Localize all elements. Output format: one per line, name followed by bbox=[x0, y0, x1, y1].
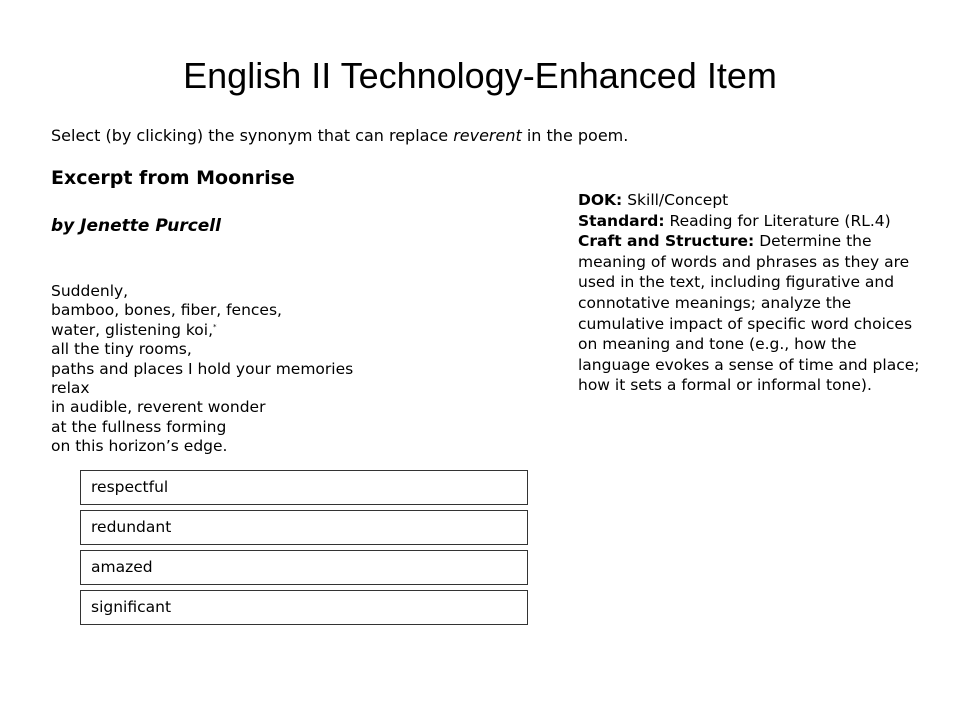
poem-line bbox=[51, 321, 353, 340]
poem-line: relax bbox=[51, 379, 90, 398]
instruction-after: in the poem. bbox=[521, 126, 629, 145]
excerpt-title: Excerpt from Moonrise bbox=[51, 167, 295, 189]
poem-line: bamboo, bones, fiber, fences, bbox=[51, 301, 282, 320]
choice-significant[interactable]: significant bbox=[80, 590, 528, 625]
instruction-text bbox=[51, 126, 628, 146]
poem bbox=[51, 282, 353, 457]
standards-panel bbox=[578, 190, 923, 396]
poem-line: on this horizon’s edge. bbox=[51, 437, 228, 456]
craft-line bbox=[578, 231, 923, 396]
standard-label: Standard: bbox=[578, 211, 665, 230]
poem-line: all the tiny rooms, bbox=[51, 340, 192, 359]
standard-value: Reading for Literature (RL.4) bbox=[664, 211, 891, 230]
poem-line-text: water, glistening koi, bbox=[51, 320, 214, 339]
dok-value: Skill/Concept bbox=[622, 191, 729, 209]
instruction-before: Select (by clicking) the synonym that can replace bbox=[51, 126, 454, 145]
poem-line: Suddenly, bbox=[51, 282, 129, 300]
choice-respectful[interactable]: respectful bbox=[80, 470, 528, 505]
excerpt-byline: by Jenette Purcell bbox=[51, 216, 221, 236]
answer-choices bbox=[80, 470, 528, 630]
dok-line bbox=[578, 190, 923, 211]
poem-line: at the fullness forming bbox=[51, 417, 227, 436]
instruction-emphasis: reverent bbox=[453, 126, 522, 145]
footnote-marker: * bbox=[213, 322, 217, 331]
poem-line: paths and places I hold your memories bbox=[51, 359, 354, 378]
standard-line bbox=[578, 211, 923, 232]
choice-amazed[interactable]: amazed bbox=[80, 550, 528, 585]
craft-value: Determine the meaning of words and phrases as they are used in the text, including figurative and connotative meanings; analyze the cumulative impact of specific word choices on meaning and tone (e.g., how the language evokes a sense of time and place; how it sets a formal or informal tone). bbox=[578, 232, 920, 395]
slide-title: English II Technology-Enhanced Item bbox=[183, 55, 777, 96]
poem-line: in audible, reverent wonder bbox=[51, 398, 266, 417]
choice-redundant[interactable]: redundant bbox=[80, 510, 528, 545]
dok-label: DOK: bbox=[578, 191, 623, 209]
craft-label: Craft and Structure: bbox=[578, 232, 755, 251]
